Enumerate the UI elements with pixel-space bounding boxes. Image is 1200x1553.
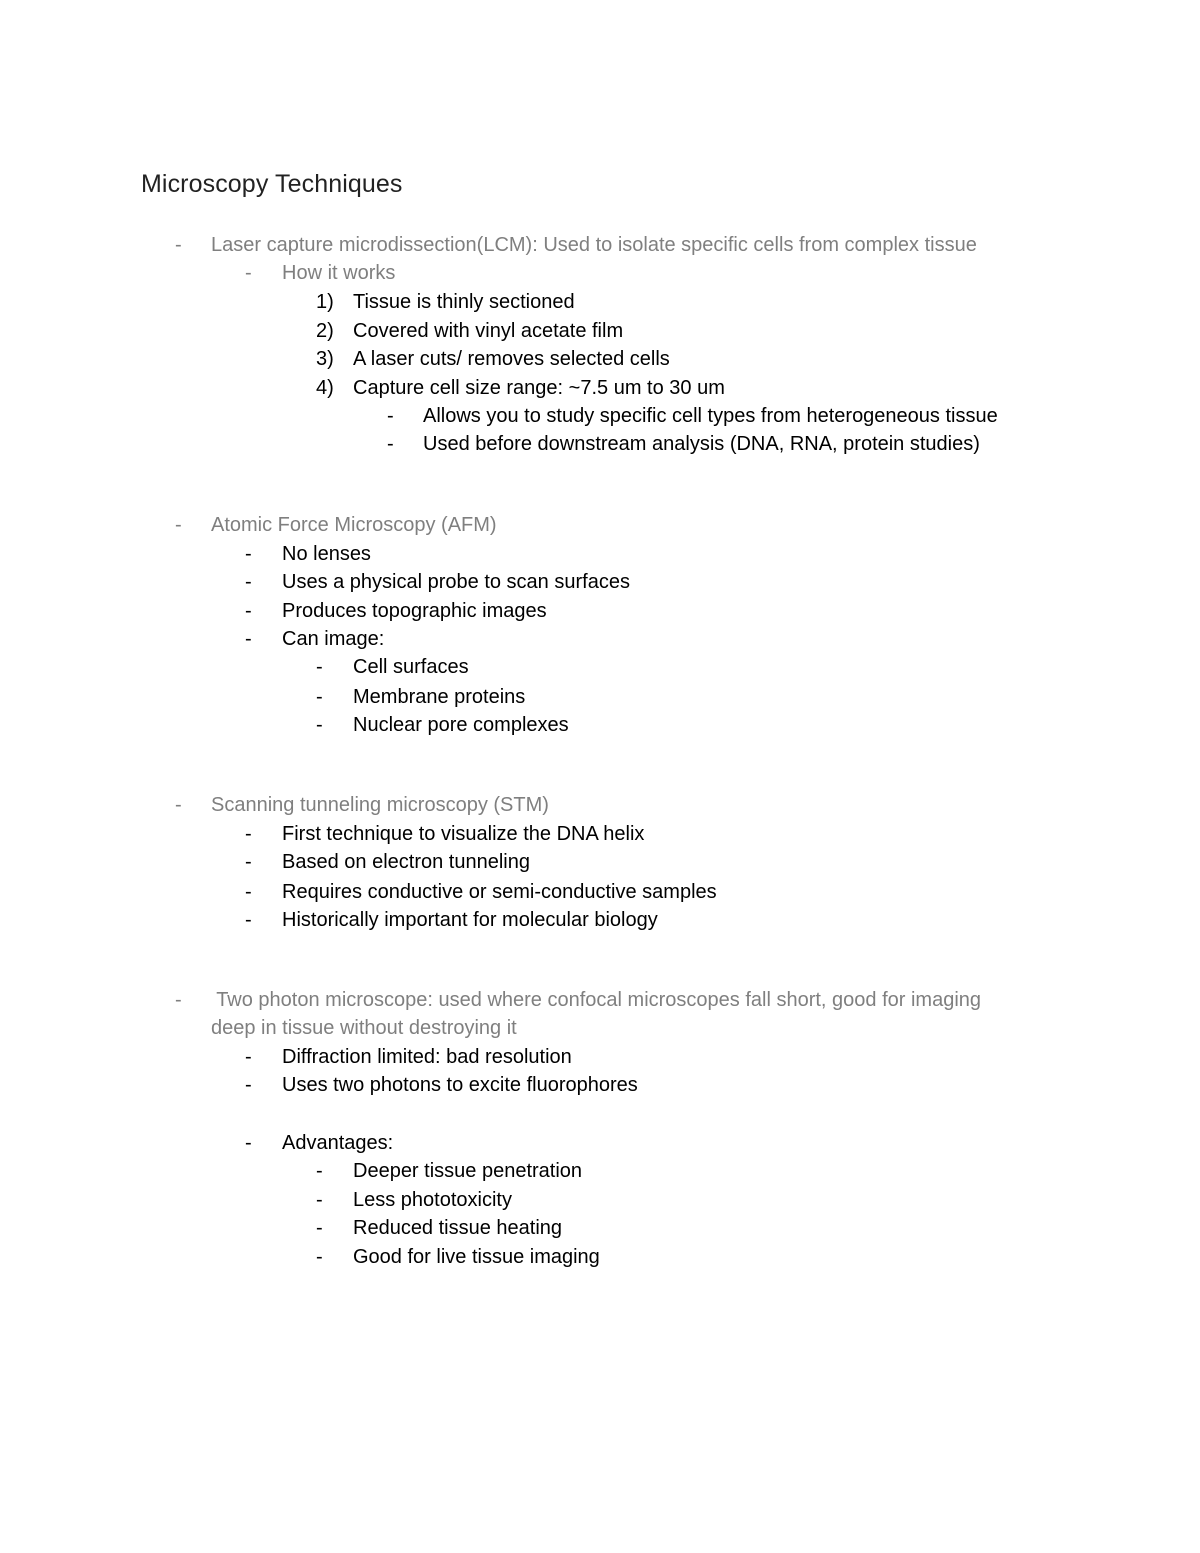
list-dash-marker: - [175, 989, 182, 1011]
list-item: Reduced tissue heating [353, 1217, 563, 1239]
list-item: How it works [282, 262, 396, 284]
list-dash-marker: - [175, 794, 182, 816]
list-item: Deeper tissue penetration [353, 1160, 583, 1182]
list-number-marker: 4) [316, 377, 334, 399]
list-item: Cell surfaces [353, 656, 469, 678]
page-title: Microscopy Techniques [141, 170, 403, 198]
list-number-marker: 2) [316, 320, 334, 342]
list-item: Allows you to study specific cell types from heterogeneous tissue [423, 405, 998, 427]
list-dash-marker: - [316, 656, 323, 678]
list-dash-marker: - [316, 1160, 323, 1182]
list-item: Can image: [282, 628, 385, 650]
list-item: Scanning tunneling microscopy (STM) [211, 794, 549, 816]
list-dash-marker: - [387, 433, 394, 455]
list-item: Covered with vinyl acetate film [353, 320, 624, 342]
list-item: Historically important for molecular biology [282, 909, 658, 931]
list-dash-marker: - [245, 262, 252, 284]
list-item: No lenses [282, 543, 371, 565]
list-item: A laser cuts/ removes selected cells [353, 348, 670, 370]
list-dash-marker: - [316, 1246, 323, 1268]
list-dash-marker: - [316, 714, 323, 736]
list-dash-marker: - [245, 909, 252, 931]
list-item: deep in tissue without destroying it [211, 1017, 517, 1039]
list-dash-marker: - [245, 1074, 252, 1096]
list-item: Capture cell size range: ~7.5 um to 30 um [353, 377, 725, 399]
list-item: Tissue is thinly sectioned [353, 291, 575, 313]
list-item: Good for live tissue imaging [353, 1246, 600, 1268]
list-item: Based on electron tunneling [282, 851, 530, 873]
list-dash-marker: - [387, 405, 394, 427]
list-dash-marker: - [175, 234, 182, 256]
list-dash-marker: - [245, 823, 252, 845]
list-item: Advantages: [282, 1132, 394, 1154]
list-dash-marker: - [316, 686, 323, 708]
list-dash-marker: - [316, 1217, 323, 1239]
list-item: Less phototoxicity [353, 1189, 512, 1211]
list-item: Used before downstream analysis (DNA, RNA, protein studies) [423, 433, 980, 455]
list-item: First technique to visualize the DNA helix [282, 823, 645, 845]
list-dash-marker: - [175, 514, 182, 536]
list-dash-marker: - [245, 571, 252, 593]
list-item: Atomic Force Microscopy (AFM) [211, 514, 497, 536]
list-item: Laser capture microdissection(LCM): Used to isolate specific cells from complex tissue [211, 234, 977, 256]
list-item: Produces topographic images [282, 600, 547, 622]
list-dash-marker: - [245, 628, 252, 650]
list-item: Uses a physical probe to scan surfaces [282, 571, 630, 593]
list-dash-marker: - [316, 1189, 323, 1211]
list-dash-marker: - [245, 600, 252, 622]
list-item: Nuclear pore complexes [353, 714, 569, 736]
list-dash-marker: - [245, 1046, 252, 1068]
list-dash-marker: - [245, 1132, 252, 1154]
list-item: Requires conductive or semi-conductive samples [282, 881, 717, 903]
list-number-marker: 1) [316, 291, 334, 313]
list-dash-marker: - [245, 543, 252, 565]
list-dash-marker: - [245, 851, 252, 873]
list-item: Diffraction limited: bad resolution [282, 1046, 572, 1068]
list-item: Two photon microscope: used where confocal microscopes fall short, good for imaging [211, 989, 982, 1011]
list-number-marker: 3) [316, 348, 334, 370]
list-item: Membrane proteins [353, 686, 526, 708]
list-dash-marker: - [245, 881, 252, 903]
list-item: Uses two photons to excite fluorophores [282, 1074, 638, 1096]
